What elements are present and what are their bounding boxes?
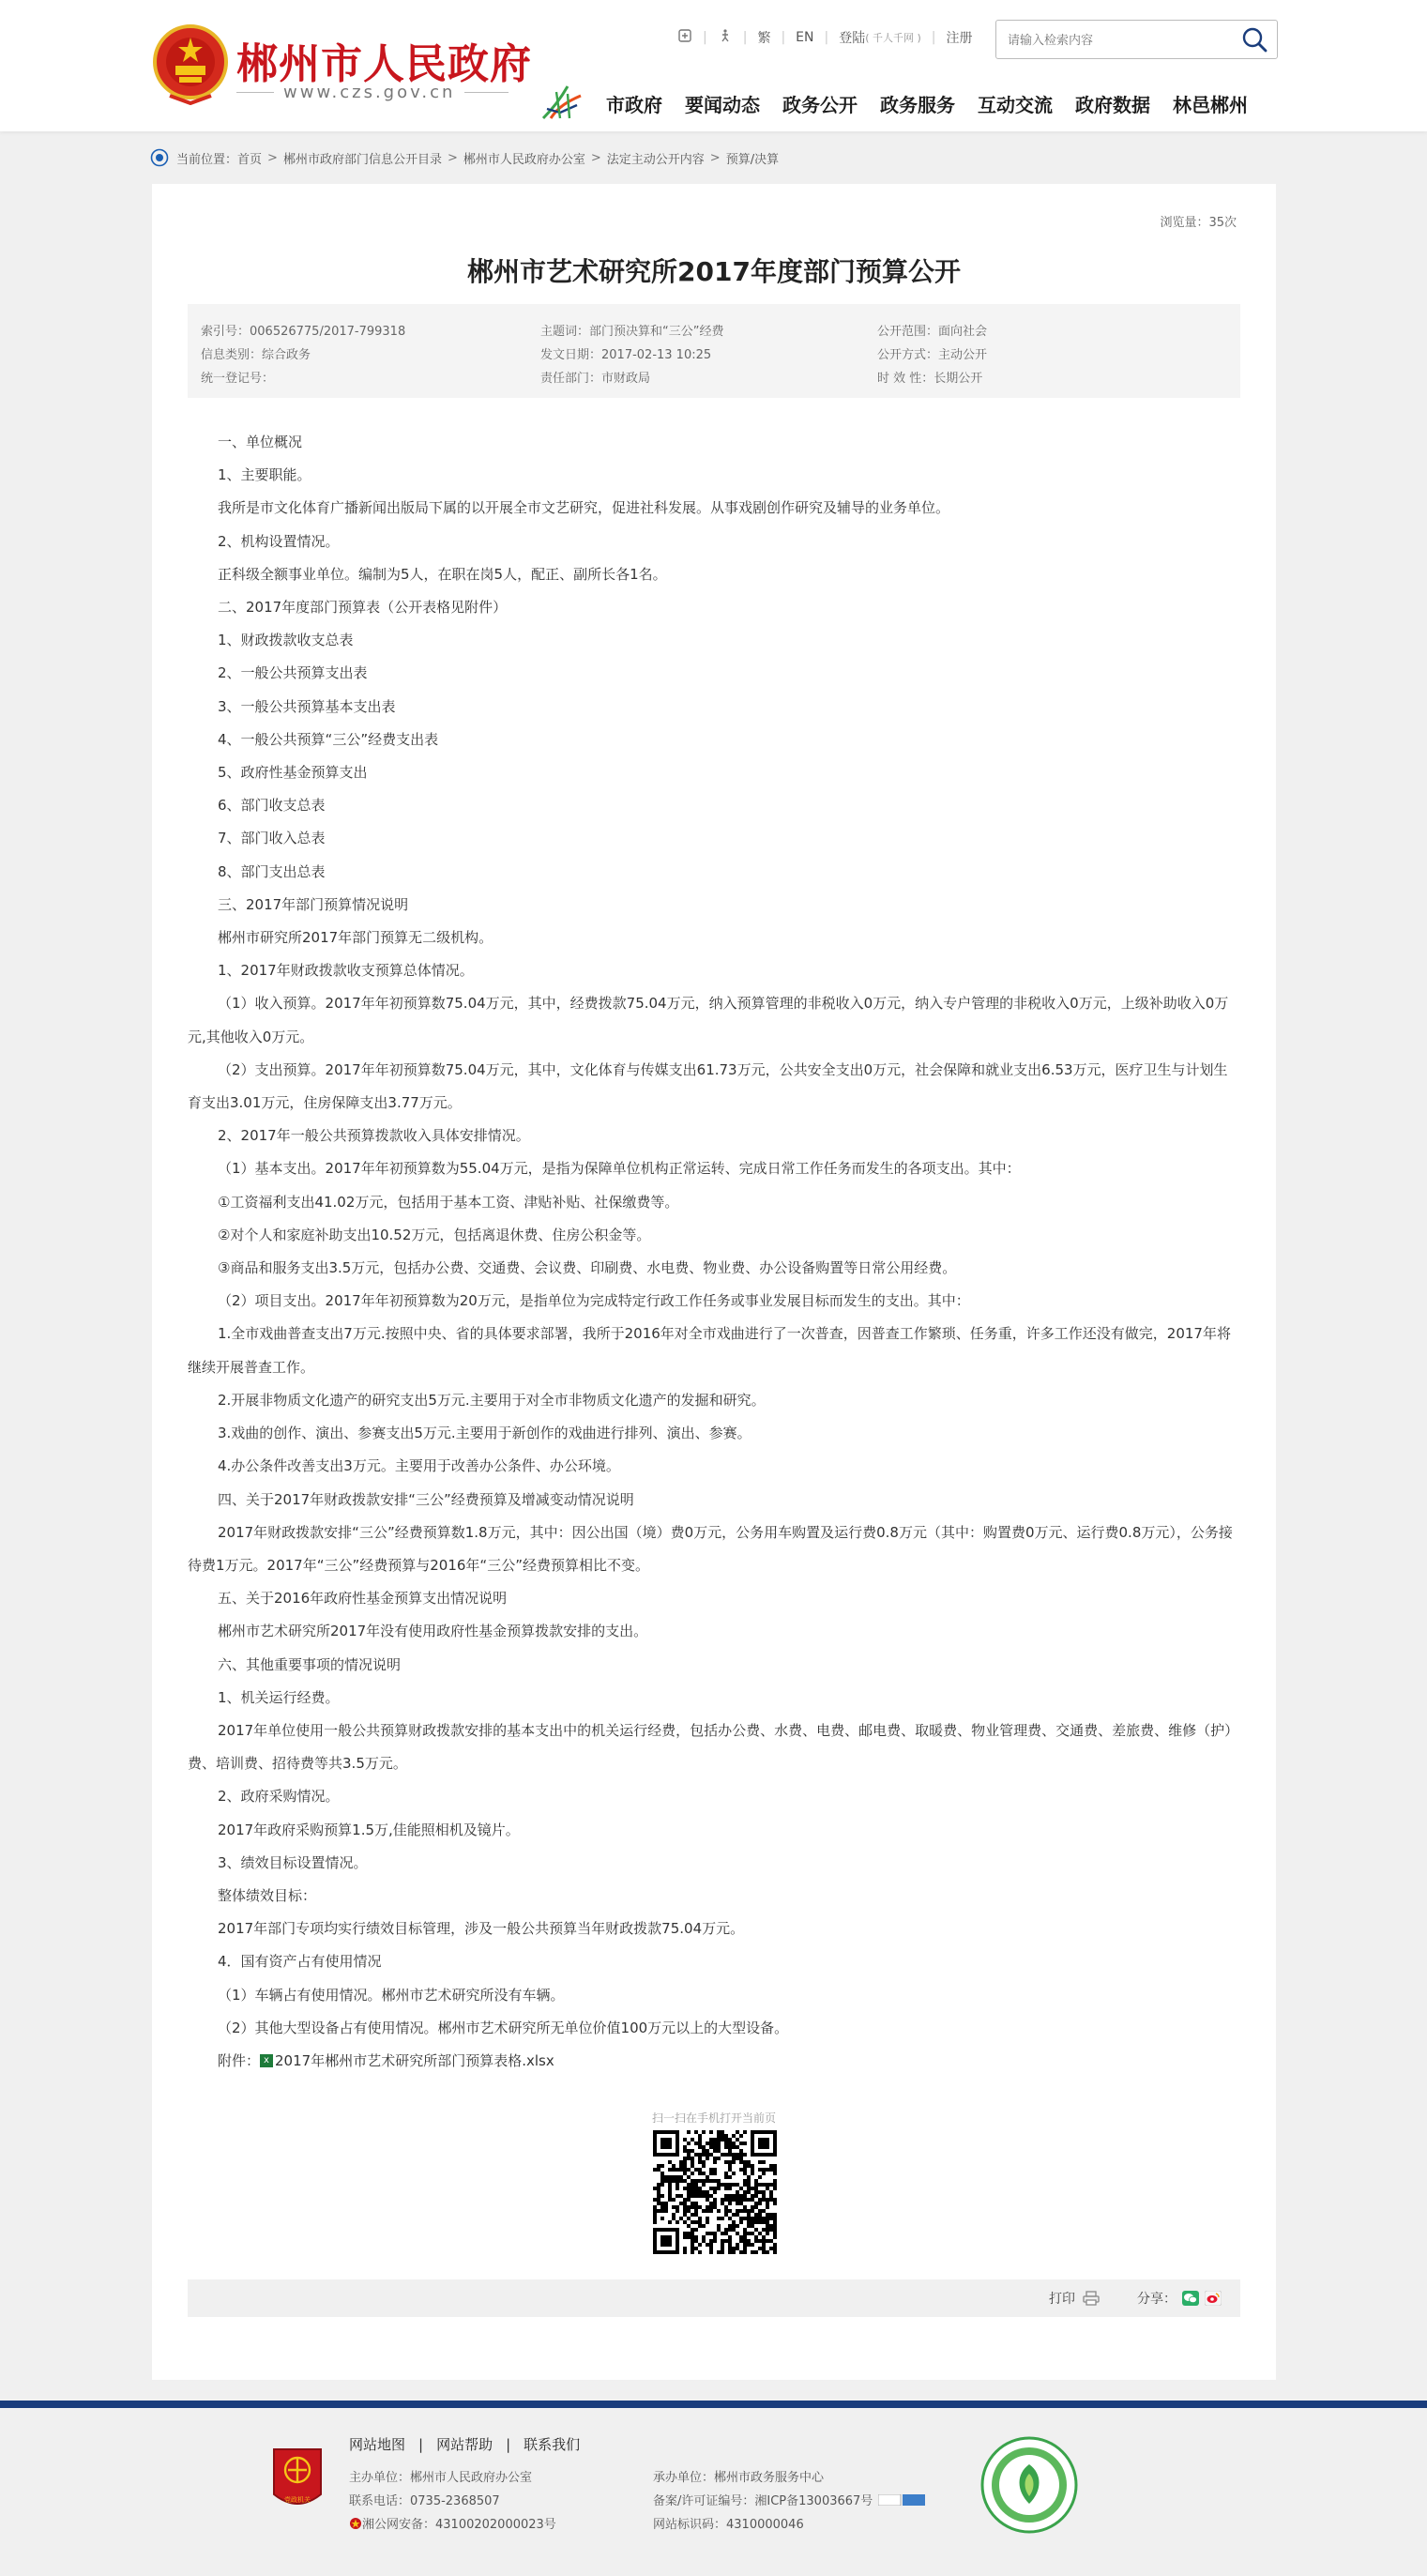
footer-police-record[interactable] (349, 2514, 556, 2532)
paragraph: 2、2017年一般公共预算拨款收入具体安排情况。 (218, 1127, 530, 1145)
breadcrumb-item-home[interactable]: 首页 (237, 152, 263, 167)
meta-scope: 公开范围：面向社会 (877, 325, 988, 339)
paragraph: 2017年财政拨款安排“三公”经费预算数1.8万元，其中：因公出国（境）费0万元，公务用车购置及运行费0.8万元（其中：购置费0万元、运行费0.8万元），公务接待费1万元。2017年“三公”经费预算与2016年“三公”经费预算相比不变。 (188, 1523, 1233, 1574)
site-header (0, 0, 1427, 131)
breadcrumb-item-catalog[interactable]: 郴州市政府部门信息公开目录 (282, 152, 442, 167)
city-logo-icon (539, 81, 586, 122)
attachment-link[interactable]: 2017年郴州市艺术研究所部门预算表格.xlsx (275, 2051, 554, 2069)
traditional-chinese-link[interactable]: 繁 (757, 31, 771, 46)
footer-icp-text: 备案/许可证编号：湘ICP备13003667号 (653, 2494, 873, 2508)
login-link[interactable]: 登陆 (839, 31, 866, 46)
site-url (236, 83, 509, 102)
search-box (995, 20, 1278, 59)
paragraph: 六、其他重要事项的情况说明 (218, 1655, 402, 1673)
nav-item-government-services[interactable]: 政务服务 (880, 94, 955, 116)
paragraph: 4.办公条件改善支出3万元。主要用于改善办公条件、办公环境。 (218, 1457, 620, 1475)
paragraph: 1.全市戏曲普查支出7万元.按照中央、省的具体要求部署，我所于2016年对全市戏曲进行了一次普查，因普查工作繁琐、任务重，许多工作还没有做完，2017年将继续开展普查工作。 (188, 1325, 1231, 1376)
paragraph: 正科级全额事业单位。编制为5人，在职在岗5人，配正、副所长各1名。 (218, 565, 667, 583)
article-body (188, 426, 1240, 2078)
printer-icon (1083, 2291, 1100, 2306)
paragraph: 2017年部门专项均实行绩效目标管理，涉及一般公共预算当年财政拨款75.04万元。 (218, 1920, 745, 1938)
register-link[interactable]: 注册 (946, 31, 973, 46)
divider: | (781, 30, 786, 45)
breadcrumb-separator: > (447, 150, 458, 165)
paragraph: （1）基本支出。2017年年初预算数为55.04万元，是指为保障单位机构正常运转、完成日常工作任务而发生的各项支出。其中： (218, 1160, 1021, 1178)
paragraph: 2017年单位使用一般公共预算财政拨款安排的基本支出中的机关运行经费，包括办公费、水费、电费、邮电费、取暖费、物业管理费、交通费、差旅费、维修（护）费、培训费、招待费等共3.5万元。 (188, 1721, 1239, 1773)
weibo-icon[interactable] (1205, 2291, 1222, 2306)
meta-category: 信息类别：综合政务 (201, 348, 311, 362)
paragraph: 五、关于2016年政府性基金预算支出情况说明 (218, 1590, 508, 1608)
attachment-line (188, 2045, 1240, 2078)
nav-item-government-affairs-disclosure[interactable]: 政务公开 (782, 94, 858, 116)
english-link[interactable]: EN (796, 30, 814, 45)
paragraph: 2、一般公共预算支出表 (218, 664, 368, 682)
party-government-emblem-icon[interactable] (272, 2447, 323, 2513)
breadcrumb-separator: > (590, 150, 601, 165)
paragraph: 4、一般公共预算“三公”经费支出表 (218, 730, 439, 748)
paragraph: （2）其他大型设备占有使用情况。郴州市艺术研究所无单位价值100万元以上的大型设备。 (218, 2019, 789, 2036)
qr-label: 扫一扫在手机打开当前页 (651, 2111, 776, 2125)
divider: | (824, 30, 829, 45)
paragraph: 整体绩效目标： (218, 1886, 317, 1904)
divider: | (742, 30, 748, 45)
footer-police-text: 湘公网安备：43100202000023号 (362, 2518, 556, 2532)
paragraph: 一、单位概况 (218, 434, 303, 450)
footer-link-contact[interactable]: 联系我们 (524, 2436, 581, 2453)
paragraph: 4．国有资产占有使用情况 (218, 1953, 382, 1971)
article-toolbar (188, 2279, 1240, 2317)
paragraph: 3、绩效目标设置情况。 (218, 1853, 368, 1871)
paragraph: 3.戏曲的创作、演出、参赛支出5万元.主要用于新创作的戏曲进行排列、演出、参赛。 (218, 1425, 751, 1442)
meta-reg-no: 统一登记号： (201, 372, 275, 386)
footer-icp[interactable] (653, 2491, 925, 2508)
paragraph: 三、2017年部门预算情况说明 (218, 895, 409, 913)
footer-site-code: 网站标识码：4310000046 (653, 2518, 804, 2532)
paragraph: 我所是市文化体育广播新闻出版局下属的以开展全市文艺研究，促进社科发展。从事戏剧创作研究及辅导的业务单位。 (218, 499, 950, 517)
breadcrumb-item-budget[interactable]: 预算/决算 (725, 152, 780, 167)
paragraph: 1、财政拨款收支总表 (218, 632, 354, 649)
footer-undertaker: 承办单位：郴州市政务服务中心 (653, 2471, 825, 2485)
paragraph: （2）项目支出。2017年年初预算数为20万元，是指单位为完成特定行政工作任务或事业发展目标而发生的支出。其中： (218, 1292, 970, 1310)
divider (236, 92, 274, 93)
breadcrumb-separator: > (267, 150, 278, 165)
meta-date: 发文日期：2017-02-13 10:25 (540, 348, 712, 362)
top-links (677, 28, 973, 47)
footer-link-help[interactable]: 网站帮助 (436, 2436, 493, 2453)
paragraph: 郴州市艺术研究所2017年没有使用政府性基金预算拨款安排的支出。 (218, 1623, 648, 1640)
site-footer (0, 2401, 1427, 2576)
article-meta (188, 304, 1240, 398)
breadcrumb-separator: > (709, 150, 721, 165)
meta-method: 公开方式：主动公开 (877, 348, 988, 362)
nav-item-government-data[interactable]: 政府数据 (1075, 94, 1150, 116)
paragraph: 3、一般公共预算基本支出表 (218, 697, 396, 715)
divider: | (703, 30, 707, 45)
breadcrumb-item-office[interactable]: 郴州市人民政府办公室 (463, 152, 585, 167)
view-count: 浏览量：35次 (1160, 216, 1237, 230)
paragraph: 2017年政府采购预算1.5万,佳能照相机及镜片。 (218, 1821, 520, 1838)
nav-item-news[interactable]: 要闻动态 (685, 94, 760, 116)
paragraph: （1）收入预算。2017年年初预算数75.04万元，其中，经费拨款75.04万元，纳入预算管理的非税收入0万元，纳入专户管理的非税收入0万元，上级补助收入0万元,其他收入0万元。 (188, 995, 1229, 1045)
divider (464, 92, 509, 93)
article-title: 郴州市艺术研究所2017年度部门预算公开 (467, 256, 961, 287)
paragraph: （1）车辆占有使用情况。郴州市艺术研究所没有车辆。 (218, 1986, 565, 2004)
search-input[interactable] (1006, 29, 1235, 52)
divider: | (418, 2435, 424, 2453)
paragraph: 1、主要职能。 (218, 466, 311, 484)
site-name[interactable]: 郴州市人民政府 (236, 40, 532, 88)
paragraph: ①工资福利支出41.02万元，包括用于基本工资、津贴补贴、社保缴费等。 (218, 1193, 679, 1211)
nav-item-city-government[interactable]: 市政府 (606, 94, 662, 116)
accessibility-icon[interactable] (718, 28, 733, 47)
article-container (152, 184, 1276, 2380)
site-url-text: www.czs.gov.cn (283, 83, 456, 102)
meta-dept: 责任部门：市财政局 (540, 372, 651, 386)
print-button[interactable] (1049, 2289, 1100, 2308)
attachment-prefix: 附件： (218, 2051, 261, 2069)
share-label: 分享： (1137, 2292, 1177, 2307)
breadcrumb (150, 148, 779, 167)
breadcrumb-item-statutory-content[interactable]: 法定主动公开内容 (606, 152, 705, 167)
paragraph: ②对个人和家庭补助支出10.52万元，包括离退休费、住房公积金等。 (218, 1226, 651, 1243)
paragraph: 1、机关运行经费。 (218, 1688, 340, 1706)
qr-code (653, 2130, 777, 2254)
emblem-label: 党政机关 (284, 2496, 311, 2504)
footer-sponsor: 主办单位：郴州市人民政府办公室 (349, 2471, 533, 2485)
accessibility-reader-icon[interactable] (677, 28, 692, 47)
nav-item-interaction[interactable]: 互动交流 (978, 94, 1053, 116)
location-pin-icon (150, 148, 169, 167)
meta-index-no: 索引号：006526775/2017-799318 (201, 325, 406, 339)
meta-validity: 时 效 性：长期公开 (877, 372, 983, 386)
excel-file-icon: x (260, 2054, 273, 2067)
paragraph: 二、2017年度部门预算表（公开表格见附件） (218, 599, 508, 617)
paragraph: 2.开展非物质文化遗产的研究支出5万元.主要用于对全市非物质文化遗产的发掘和研究。 (218, 1391, 766, 1409)
national-emblem-icon[interactable] (153, 24, 228, 105)
paragraph: 1、2017年财政拨款收支预算总体情况。 (218, 962, 474, 980)
footer-phone: 联系电话：0735-2368507 (349, 2494, 500, 2508)
paragraph: 四、关于2017年财政拨款安排“三公”经费预算及增减变动情况说明 (218, 1490, 634, 1508)
login-note: ( 千人千网 ) (865, 32, 921, 44)
paragraph: 5、政府性基金预算支出 (218, 764, 368, 782)
divider: | (931, 30, 936, 45)
cnzz-icon[interactable] (878, 2494, 925, 2506)
breadcrumb-prefix: 当前位置： (176, 152, 238, 167)
footer-link-sitemap[interactable]: 网站地图 (349, 2436, 406, 2453)
police-badge-icon (349, 2517, 362, 2530)
paragraph: 8、部门支出总表 (218, 862, 326, 880)
paragraph: 2、政府采购情况。 (218, 1788, 340, 1806)
paragraph: ③商品和服务支出3.5万元，包括办公费、交通费、会议费、印刷费、水电费、物业费、办公设备购置等日常公用经费。 (218, 1259, 957, 1277)
divider: | (506, 2435, 511, 2453)
paragraph: 6、部门收支总表 (218, 797, 326, 815)
civilized-website-badge-icon[interactable] (980, 2436, 1078, 2534)
paragraph: 2、机构设置情况。 (218, 532, 340, 550)
wechat-icon[interactable] (1182, 2291, 1199, 2306)
footer-links (349, 2434, 580, 2454)
print-label: 打印 (1049, 2292, 1075, 2307)
paragraph: 7、部门收入总表 (218, 830, 326, 847)
paragraph: （2）支出预算。2017年年初预算数75.04万元，其中，文化体育与传媒支出61.73万元，公共安全支出0万元，社会保障和就业支出6.53万元，医疗卫生与计划生育支出3.01万元，住房保障支出3.77万元。 (188, 1060, 1228, 1112)
search-icon[interactable] (1241, 26, 1268, 53)
nav-item-linyi-chenzhou[interactable]: 林邑郴州 (1173, 94, 1248, 116)
share-bar (1137, 2289, 1222, 2308)
paragraph: 郴州市研究所2017年部门预算无二级机构。 (218, 929, 493, 947)
meta-topic: 主题词：部门预决算和“三公”经费 (540, 325, 724, 339)
main-nav (606, 90, 1270, 117)
